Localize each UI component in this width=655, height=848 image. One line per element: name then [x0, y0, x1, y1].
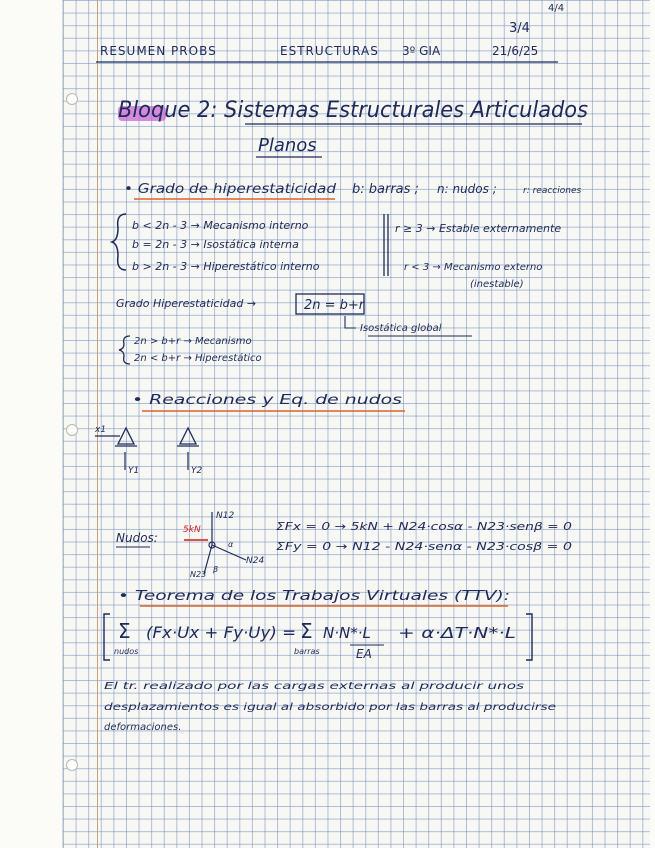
- external-1: r ≥ 3 → Estable externamente: [395, 222, 562, 235]
- condition-2: b = 2n - 3 → Isostática interna: [132, 238, 299, 251]
- title-line-2: Planos: [258, 135, 317, 156]
- lhs-sum: Σ: [118, 619, 131, 643]
- header-subject: ESTRUCTURAS: [280, 44, 379, 58]
- legend-b: b: barras ;: [352, 182, 419, 197]
- header-left: RESUMEN PROBS: [100, 44, 217, 58]
- n23-label: N23: [190, 570, 207, 579]
- title-line-1: Bloque 2: Sistemas Estructurales Articulados: [118, 98, 588, 123]
- ttv-description-1: El tr. realizado por las cargas externas al producir unos: [104, 681, 524, 692]
- arrow-isostatica: [345, 316, 356, 328]
- roller-support-2: [180, 428, 196, 444]
- beta-label: β: [213, 565, 219, 574]
- external-2b: (inestable): [470, 279, 524, 290]
- reaction-y2-label: Y2: [191, 466, 203, 476]
- rhs-subscript: barras: [294, 647, 320, 656]
- lhs-subscript: nudos: [114, 647, 139, 656]
- equation-x: ΣFx = 0 → 5kN + N24·cosα - N23·senβ = 0: [276, 520, 572, 533]
- grado-case-1: 2n > b+r → Mecanismo: [134, 336, 252, 347]
- legend-n: n: nudos ;: [437, 182, 497, 196]
- grado-label: Grado Hiperestaticidad →: [116, 297, 257, 310]
- bracket-left: [104, 614, 110, 660]
- force-5kn-label: 5kN: [183, 525, 201, 535]
- pinned-support-1: [118, 428, 134, 444]
- legend-r: r: reacciones: [523, 186, 582, 196]
- rhs-sum: Σ: [300, 619, 313, 643]
- rhs-thermal-term: + α·ΔT·N*·L: [398, 624, 516, 642]
- brace-grado: [119, 336, 130, 364]
- brace-left: [112, 214, 126, 270]
- n24-label: N24: [246, 556, 265, 566]
- nudos-label: Nudos:: [116, 531, 158, 545]
- equation-y: ΣFy = 0 → N12 - N24·senα - N23·cosβ = 0: [276, 540, 572, 553]
- reaction-y1-label: Y1: [128, 466, 140, 476]
- header-course: 3º GIA: [402, 44, 441, 58]
- reaction-x1-label: x1: [95, 425, 107, 435]
- page-number-alt: 4/4: [548, 3, 565, 14]
- alpha-label: α: [228, 540, 234, 549]
- reacciones-heading: • Reacciones y Eq. de nudos: [132, 393, 403, 408]
- external-2: r < 3 → Mecanismo externo: [404, 262, 543, 273]
- condition-1: b < 2n - 3 → Mecanismo interno: [132, 219, 309, 232]
- ttv-description-3: deformaciones.: [104, 722, 182, 733]
- ttv-heading: • Teorema de los Trabajos Virtuales (TTV):: [118, 589, 510, 604]
- ttv-description-2: desplazamientos es igual al absorbido por las barras al producirse: [104, 702, 556, 713]
- isostatica-label: Isostática global: [360, 323, 442, 334]
- condition-3: b > 2n - 3 → Hiperestático interno: [132, 260, 320, 273]
- bracket-right: [526, 614, 532, 660]
- grado-case-2: 2n < b+r → Hiperestático: [134, 353, 262, 364]
- header-date: 21/6/25: [492, 44, 539, 58]
- grado-formula: 2n = b+r: [304, 298, 365, 313]
- rhs-numerator: N·N*·L: [323, 624, 371, 642]
- lhs-body: (Fx·Ux + Fy·Uy) =: [146, 623, 296, 642]
- n12-label: N12: [216, 511, 235, 521]
- hiper-heading: • Grado de hiperestaticidad: [124, 182, 337, 197]
- rhs-denominator: EA: [356, 647, 372, 661]
- page-number: 3/4: [509, 21, 530, 36]
